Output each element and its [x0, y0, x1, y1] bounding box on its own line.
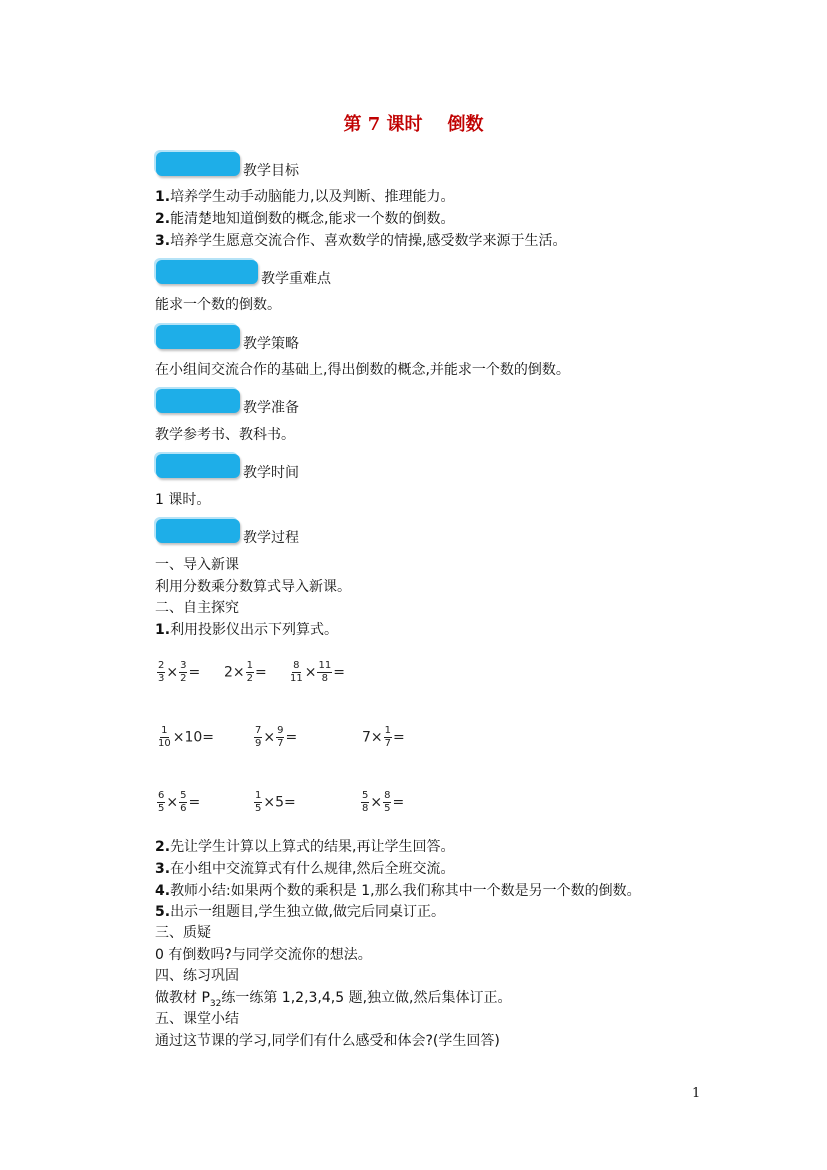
- preparation-text: 教学参考书、教科书。: [155, 427, 295, 443]
- fraction: $\frac{2}{3}$: [158, 660, 165, 684]
- item-number: 3.: [155, 233, 171, 249]
- fraction: $\frac{11}{8}$: [318, 660, 332, 684]
- item-text: 出示一组题目,学生独立做,做完后同桌订正。: [170, 904, 445, 920]
- item-number: 1.: [155, 189, 171, 205]
- process-text: 通过这节课的学习,同学们有什么感受和体会?(学生回答): [155, 1033, 500, 1049]
- section-badge: [156, 260, 258, 284]
- equation: [288, 661, 345, 684]
- times-sign: ×: [263, 794, 276, 811]
- process-item: [155, 882, 641, 900]
- equation: [156, 661, 200, 684]
- fraction: $\frac{6}{5}$: [158, 790, 165, 814]
- equation: [253, 726, 297, 749]
- times-sign: ×: [263, 729, 276, 746]
- page-number: 1: [692, 1086, 701, 1101]
- process-part-title: 五、课堂小结: [155, 1011, 239, 1027]
- process-part-title: 三、质疑: [155, 925, 211, 941]
- section-heading: 教学时间: [243, 465, 299, 481]
- whole-number: 10: [184, 729, 203, 746]
- section-heading: 教学重难点: [261, 271, 331, 287]
- equals-sign: =: [188, 794, 201, 811]
- item-number: 3.: [155, 861, 171, 877]
- process-item: [155, 621, 338, 639]
- equals-sign: =: [284, 794, 296, 811]
- times-sign: ×: [166, 794, 179, 811]
- keypoints-text: 能求一个数的倒数。: [155, 297, 281, 313]
- equation: [156, 791, 200, 814]
- times-sign: ×: [232, 664, 245, 681]
- objective-item: [155, 210, 455, 228]
- whole-number: 2: [224, 664, 233, 681]
- item-text: 在小组中交流算式有什么规律,然后全班交流。: [170, 861, 455, 877]
- objective-item: [155, 188, 455, 206]
- item-number: 5.: [155, 904, 171, 920]
- section-heading: 教学准备: [243, 400, 299, 416]
- times-sign: ×: [304, 664, 317, 681]
- times-sign: ×: [166, 664, 179, 681]
- process-item: [155, 860, 455, 878]
- objective-item: [155, 232, 567, 250]
- equals-sign: =: [188, 664, 201, 681]
- whole-number: 7: [362, 729, 371, 746]
- text-part: 做教材 P: [155, 990, 210, 1006]
- process-text: 利用分数乘分数算式导入新课。: [155, 579, 351, 595]
- equation: [253, 791, 296, 814]
- section-badge: [156, 325, 240, 349]
- page-title: 第 7 课时 倒数: [343, 114, 484, 135]
- process-item: [155, 903, 445, 921]
- item-text: 培养学生动手动脑能力,以及判断、推理能力。: [170, 189, 455, 205]
- text-part: 练一练第 1,2,3,4,5 题,独立做,然后集体订正。: [221, 990, 512, 1006]
- section-heading: 教学策略: [243, 336, 299, 352]
- item-text: 能清楚地知道倒数的概念,能求一个数的倒数。: [170, 211, 455, 227]
- process-text: 0 有倒数吗?与同学交流你的想法。: [155, 947, 372, 963]
- equals-sign: =: [255, 664, 267, 681]
- item-text: 教师小结:如果两个数的乘积是 1,那么我们称其中一个数是另一个数的倒数。: [170, 883, 641, 899]
- times-sign: ×: [172, 729, 185, 746]
- fraction: $\frac{8}{11}$: [290, 660, 303, 684]
- section-badge: [156, 152, 240, 176]
- equals-sign: =: [333, 664, 345, 681]
- section-heading: 教学过程: [243, 530, 299, 546]
- item-text: 利用投影仪出示下列算式。: [170, 622, 339, 638]
- fraction: $\frac{1}{7}$: [384, 725, 392, 749]
- process-item: [155, 838, 455, 856]
- equation: [360, 791, 404, 814]
- process-part-title: 四、练习巩固: [155, 968, 239, 984]
- fraction: $\frac{9}{7}$: [277, 725, 284, 749]
- fraction: $\frac{8}{5}$: [384, 790, 391, 814]
- whole-number: 5: [275, 794, 285, 811]
- time-text: 1 课时。: [155, 492, 211, 508]
- item-text: 先让学生计算以上算式的结果,再让学生回答。: [170, 839, 455, 855]
- process-part-title: 二、自主探究: [155, 600, 239, 616]
- times-sign: ×: [370, 729, 383, 746]
- fraction: $\frac{5}{8}$: [362, 790, 369, 814]
- fraction: $\frac{1}{10}$: [158, 725, 171, 749]
- equals-sign: =: [202, 729, 215, 746]
- equals-sign: =: [285, 729, 298, 746]
- item-number: 2.: [155, 211, 171, 227]
- equals-sign: =: [392, 794, 405, 811]
- fraction: $\frac{3}{2}$: [180, 660, 187, 684]
- fraction: $\frac{1}{2}$: [246, 660, 254, 684]
- section-badge: [156, 519, 240, 543]
- fraction: $\frac{1}{5}$: [255, 790, 262, 814]
- fraction: $\frac{5}{6}$: [180, 790, 187, 814]
- section-badge: [156, 389, 240, 413]
- equation: [362, 726, 405, 749]
- fraction: $\frac{7}{9}$: [255, 725, 262, 749]
- equals-sign: =: [393, 729, 405, 746]
- equation: [156, 726, 214, 749]
- item-text: 培养学生愿意交流合作、喜欢数学的情操,感受数学来源于生活。: [170, 233, 567, 249]
- item-number: 1.: [155, 622, 171, 638]
- times-sign: ×: [370, 794, 383, 811]
- page-subscript: 32: [209, 998, 222, 1009]
- strategy-text: 在小组间交流合作的基础上,得出倒数的概念,并能求一个数的倒数。: [155, 362, 570, 378]
- item-number: 4.: [155, 883, 171, 899]
- equation: [224, 661, 267, 684]
- section-heading: 教学目标: [243, 163, 299, 179]
- section-badge: [156, 454, 240, 478]
- item-number: 2.: [155, 839, 171, 855]
- process-part-title: 一、导入新课: [155, 557, 239, 573]
